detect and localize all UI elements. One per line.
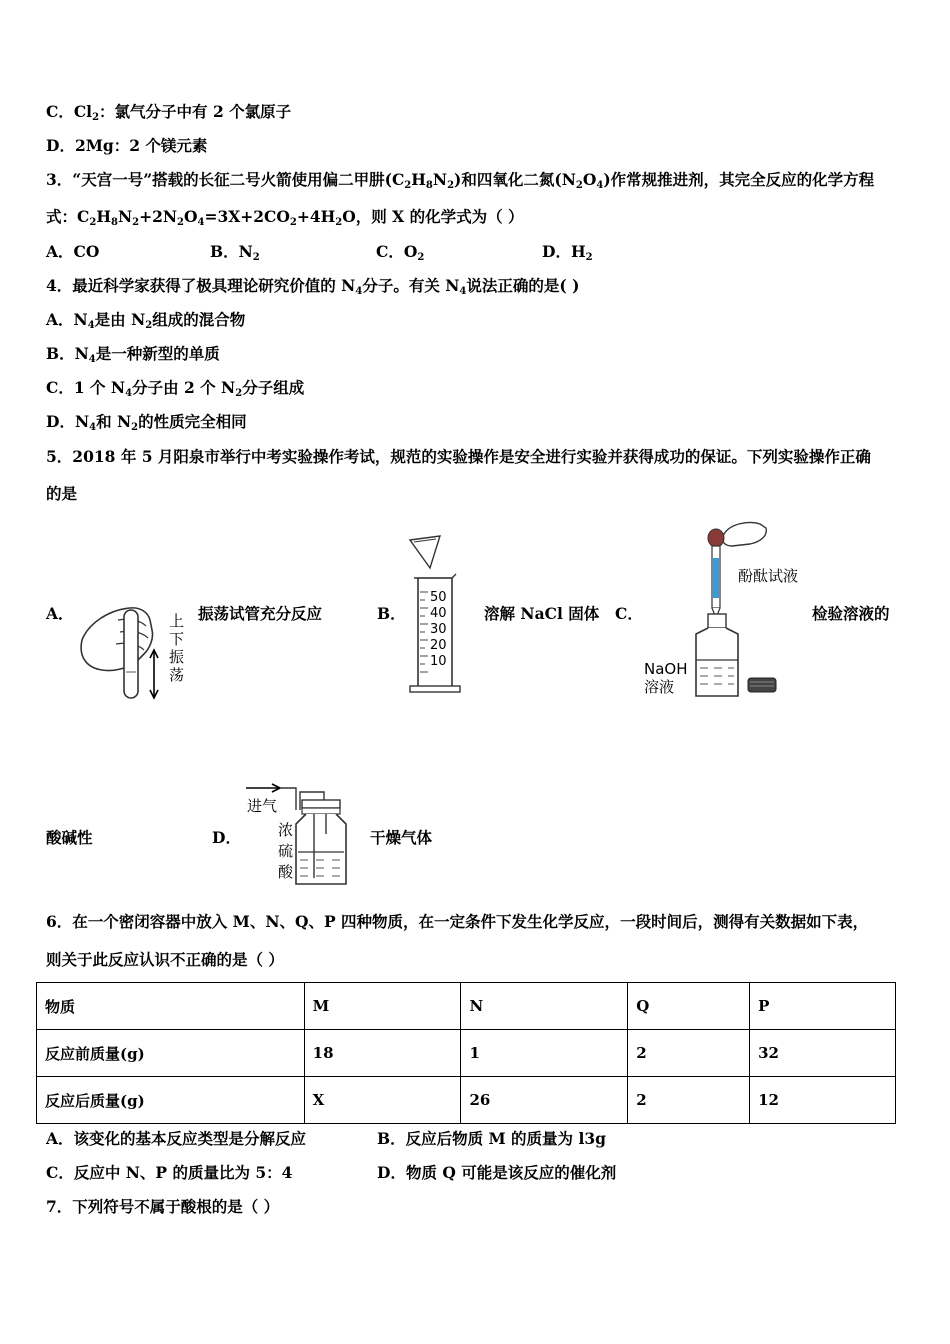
shake-label-1: 上	[169, 612, 185, 630]
q3-option-a: A．CO	[46, 242, 100, 261]
q2-option-d: D．2Mg：2 个镁元素	[46, 136, 208, 155]
q4-option-a: A．$N_4$是由 $N_2$组成的混合物	[46, 310, 246, 331]
q6-stem-line2: 则关于此反应认识不正确的是（ ）	[46, 950, 284, 969]
table-cell: 2	[628, 1077, 750, 1124]
table-cell: 2	[628, 1030, 750, 1077]
shake-label-4: 荡	[169, 666, 185, 684]
table-cell: 32	[750, 1030, 896, 1077]
gas-inlet-label: 进气	[247, 797, 278, 815]
q6-stem-line1: 6．在一个密闭容器中放入 M、N、Q、P 四种物质，在一定条件下发生化学反应，一段时间后，测得有关数据如下表，	[46, 912, 869, 931]
shake-label-3: 振	[169, 648, 185, 666]
table-cell: 18	[304, 1030, 461, 1077]
q5-option-a-letter: A．	[46, 604, 74, 623]
table-row	[37, 1030, 896, 1077]
table-header-row	[37, 983, 896, 1030]
q4-option-c: C．1 个 $N_4$分子由 2 个 $N_2$分子组成	[46, 378, 305, 399]
conc-label-2: 硫	[278, 842, 294, 860]
table-cell: 反应后质量(g)	[37, 1077, 305, 1124]
phenolphthalein-label: 酚酞试液	[738, 567, 799, 585]
q6-option-d: D．物质 Q 可能是该反应的催化剂	[377, 1163, 617, 1182]
cylinder-tick-10: 10	[430, 654, 447, 669]
cylinder-tick-50: 50	[430, 590, 447, 605]
q7-stem: 7．下列符号不属于酸根的是（ ）	[46, 1197, 280, 1216]
shake-label-2: 下	[169, 630, 185, 648]
table-cell: 物质	[37, 983, 305, 1030]
q6-option-b: B．反应后物质 M 的质量为 l3g	[377, 1129, 606, 1148]
q3-stem-line1: 3．“天宫一号”搭载的长征二号火箭使用偏二甲肼$(C_2H_8N_2)$和四氧化二氮$(N_2O_4)$作常规推进剂，其完全反应的化学方程	[46, 170, 875, 191]
q5-option-a-text: 振荡试管充分反应	[198, 604, 323, 623]
naoh-label: NaOH	[644, 660, 688, 678]
cylinder-tick-30: 30	[430, 622, 447, 637]
table-row	[37, 1077, 896, 1124]
table-cell: 26	[461, 1077, 628, 1124]
q5-stem-line1: 5．2018 年 5 月阳泉市举行中考实验操作考试，规范的实验操作是安全进行实验并获得成功的保证。下列实验操作正确	[46, 447, 871, 466]
q4-stem: 4．最近科学家获得了极具理论研究价值的 $N_4$分子。有关 $N_4$说法正确的是( )	[46, 276, 580, 297]
cylinder-tick-40: 40	[430, 606, 447, 621]
table-cell: 12	[750, 1077, 896, 1124]
table-cell: P	[750, 983, 896, 1030]
q5-stem-line2: 的是	[46, 484, 78, 503]
solution-label: 溶液	[644, 678, 675, 696]
q6-option-a: A．该变化的基本反应类型是分解反应	[46, 1129, 307, 1148]
table-cell: 1	[461, 1030, 628, 1077]
table-cell: 反应前质量(g)	[37, 1030, 305, 1077]
cylinder-tick-20: 20	[430, 638, 447, 653]
dropper-bottle-figure	[688, 514, 788, 700]
q3-option-b: B．$N_2$	[210, 242, 260, 263]
q2-option-c: C．$Cl_2$：氯气分子中有 2 个氯原子	[46, 102, 292, 123]
q5-option-b-text: 溶解 NaCl 固体	[484, 604, 600, 623]
conc-label-1: 浓	[278, 821, 294, 839]
q4-option-b: B．$N_4$是一种新型的单质	[46, 344, 220, 365]
q3-option-c: C．$O_2$	[376, 242, 425, 263]
q5-option-c-letter: C．	[615, 604, 643, 623]
q5-option-c-text: 检验溶液的	[812, 604, 890, 623]
mass-data-table	[36, 982, 896, 1124]
q5-option-d-letter: D．	[212, 828, 241, 847]
q5-option-c-text-cont: 酸碱性	[46, 828, 93, 847]
q3-option-d: D．$H_2$	[542, 242, 593, 263]
table-cell: X	[304, 1077, 461, 1124]
q5-option-d-text: 干燥气体	[370, 828, 433, 847]
conc-label-3: 酸	[278, 863, 294, 881]
table-cell: Q	[628, 983, 750, 1030]
q3-stem-line2: 式：$C_2H_8N_2+2N_2O_4=3X+2CO_2+4H_2O$，则 X 的化学式为（ ）	[46, 207, 524, 228]
q5-option-b-letter: B．	[377, 604, 406, 623]
table-cell: N	[461, 983, 628, 1030]
q4-option-d: D．$N_4$和 $N_2$的性质完全相同	[46, 412, 247, 433]
table-cell: M	[304, 983, 461, 1030]
q6-option-c: C．反应中 N、P 的质量比为 5：4	[46, 1163, 293, 1182]
